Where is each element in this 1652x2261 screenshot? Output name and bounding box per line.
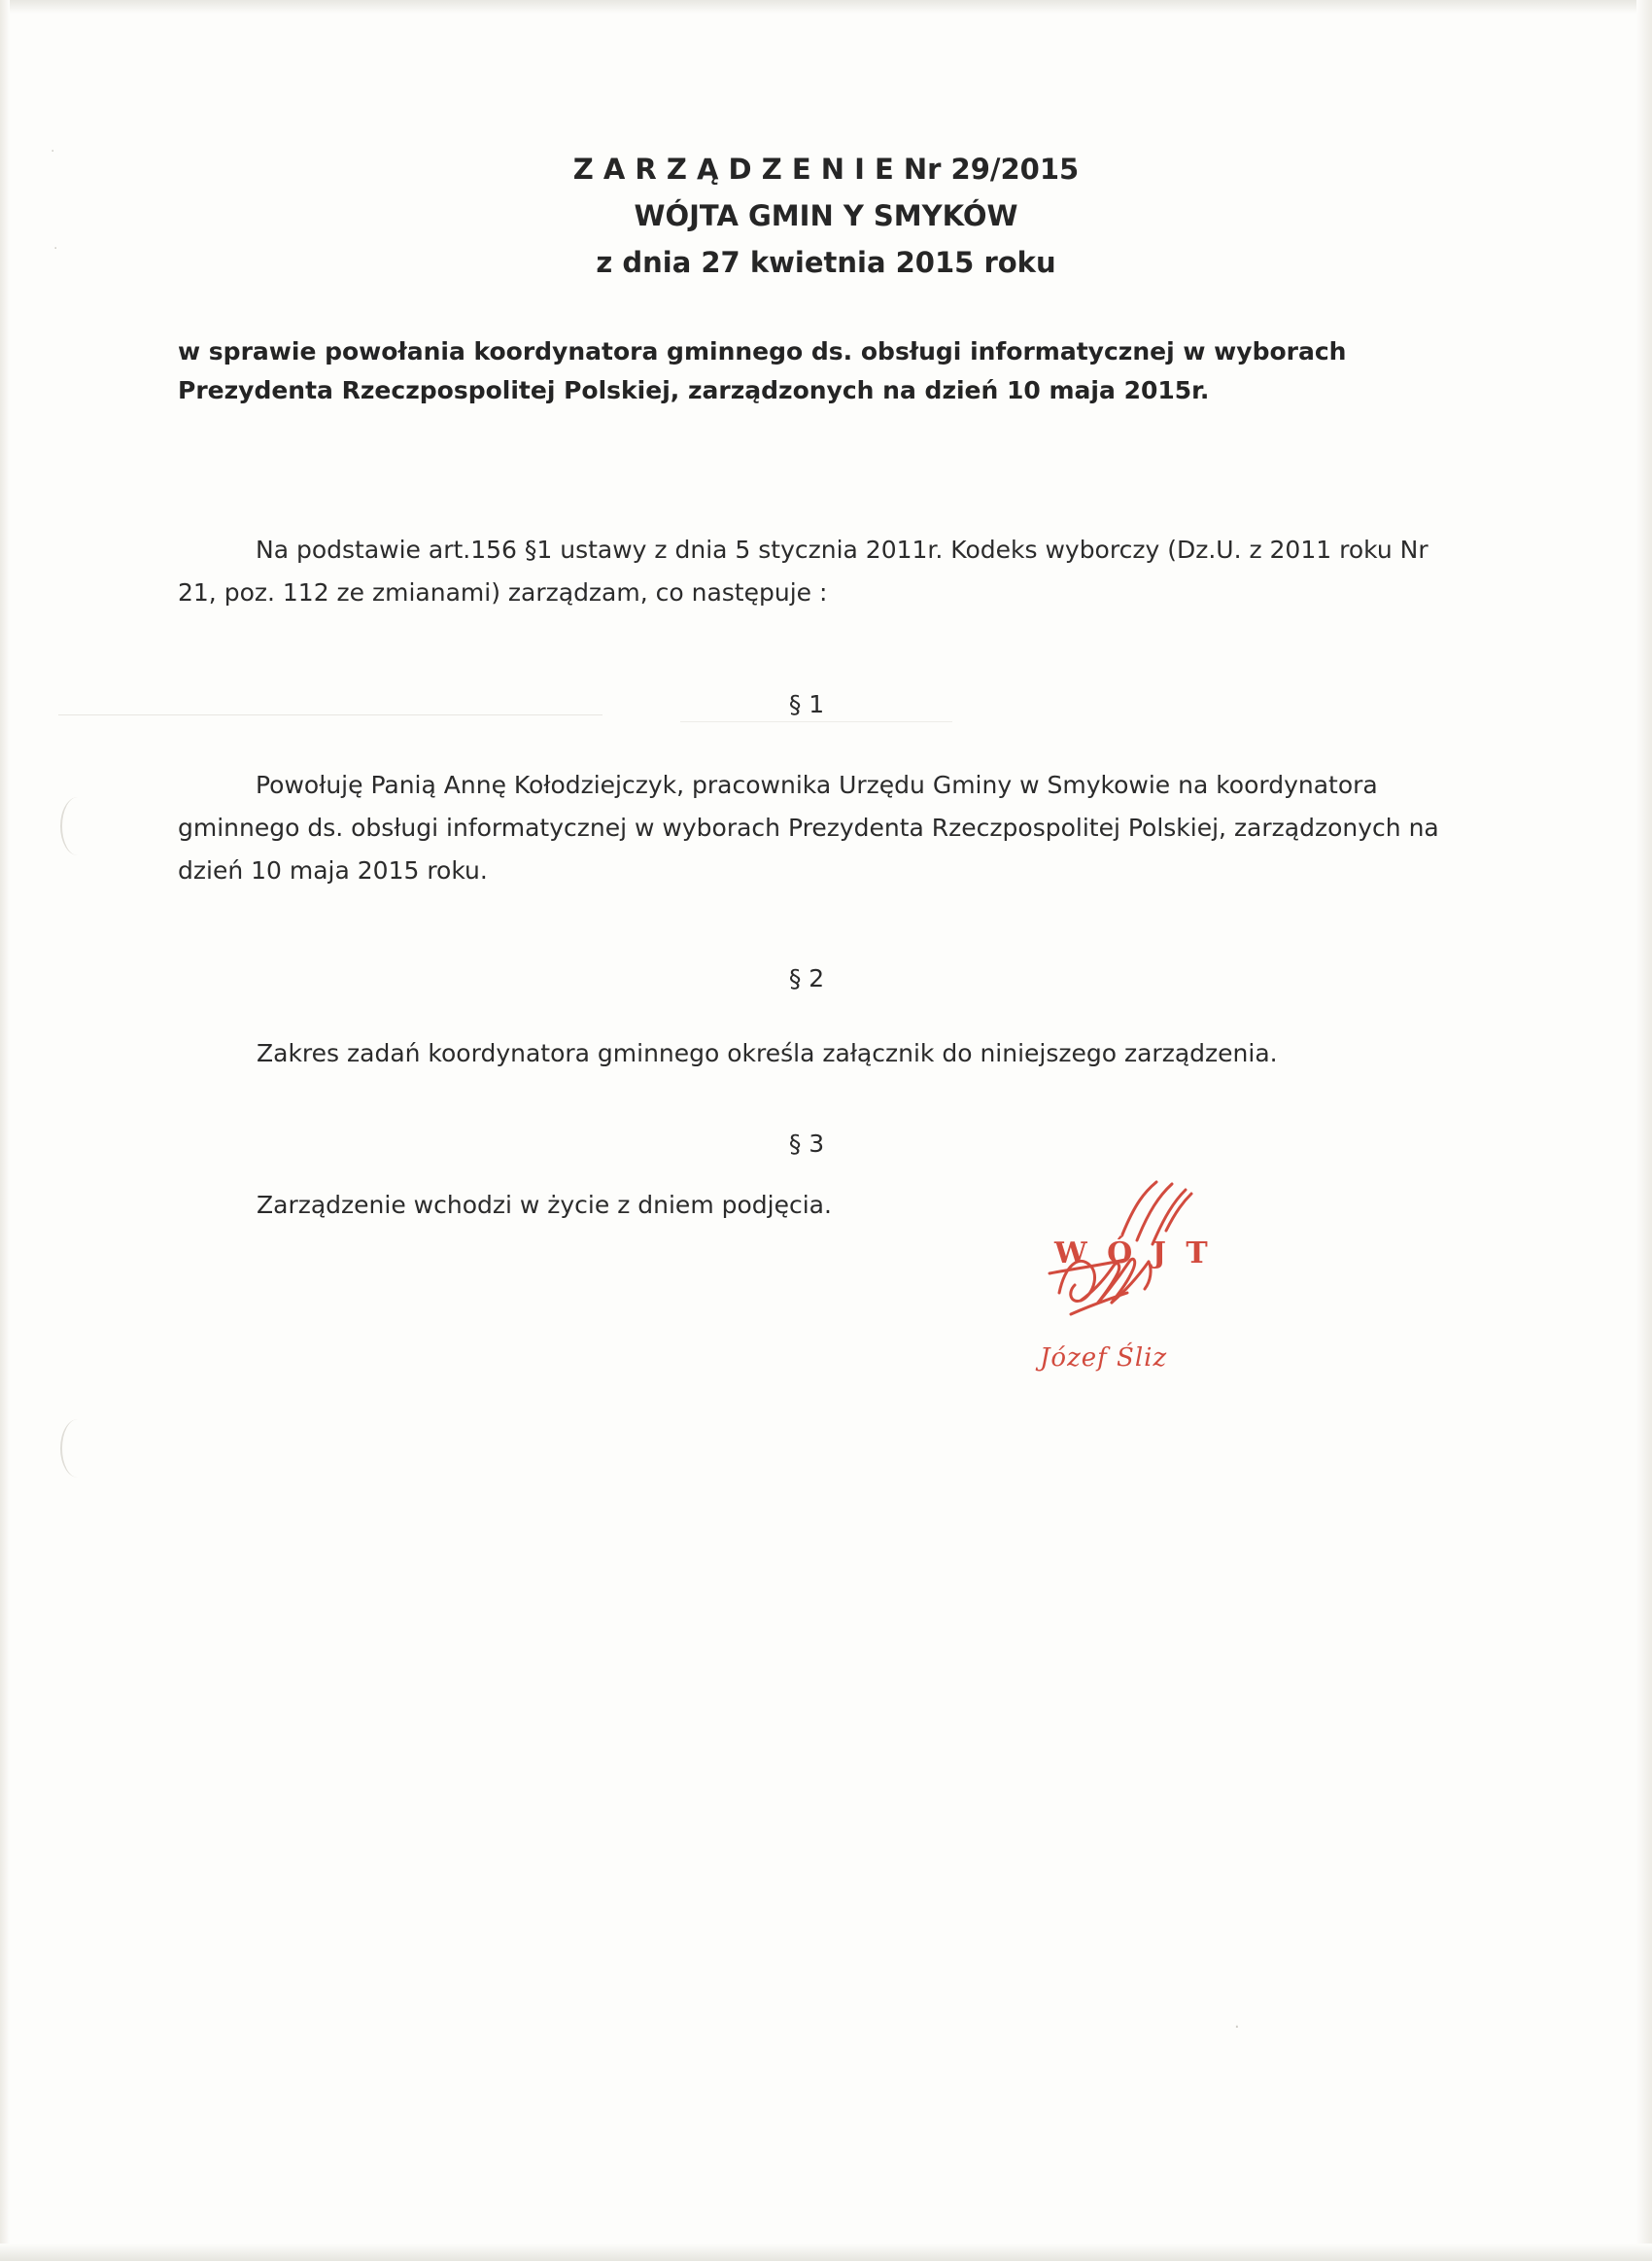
- section-text-2: Zakres zadań koordynatora gminnego określa załącznik do niniejszego zarządzenia.: [257, 1039, 1278, 1067]
- section-mark-3: § 3: [788, 1130, 825, 1158]
- scan-speck: ·: [51, 144, 55, 159]
- section-mark-1: § 1: [788, 690, 825, 718]
- legal-basis-text: Na podstawie art.156 §1 ustawy z dnia 5 stycznia 2011r. Kodeks wyborczy (Dz.U. z 2011 roku Nr 21, poz. 112 ze zmianami) zarządzam, co następuje :: [178, 536, 1428, 607]
- section-1-content: Powołuję Panią Annę Kołodziejczyk, pracownika Urzędu Gminy w Smykowie na koordynatora gminnego ds. obsługi informatycznej w wyborach Prezydenta Rzeczpospolitej Polskiej, zarządzonych na dzień 10 maja 2015 roku.: [178, 771, 1439, 885]
- document-title-block: [0, 146, 1652, 286]
- document-subject: w sprawie powołania koordynatora gminnego ds. obsługi informatycznej w wyborach Prezydenta Rzeczpospolitej Polskiej, zarządzonych na dzień 10 maja 2015r.: [178, 337, 1347, 404]
- signature-stamp-label: W Ó J T: [1054, 1236, 1213, 1270]
- document-title-line-2: WÓJTA GMIN Y SMYKÓW: [634, 199, 1018, 232]
- section-text-3: Zarządzenie wchodzi w życie z dniem podjęcia.: [257, 1191, 832, 1219]
- section-mark-2: § 2: [788, 964, 825, 992]
- document-title-line-3: z dnia 27 kwietnia 2015 roku: [596, 246, 1056, 279]
- signature-name: Józef Śliz: [1040, 1343, 1168, 1373]
- signature-block: [1030, 1176, 1292, 1419]
- scan-speck: ·: [53, 241, 58, 257]
- section-text-1: [178, 764, 1461, 892]
- handwritten-signature-icon: [1020, 1176, 1312, 1371]
- document-title-line-1: Z A R Z Ą D Z E N I E Nr 29/2015: [572, 153, 1080, 186]
- legal-basis-paragraph: [178, 529, 1441, 614]
- scan-speck: ·: [1234, 2017, 1240, 2037]
